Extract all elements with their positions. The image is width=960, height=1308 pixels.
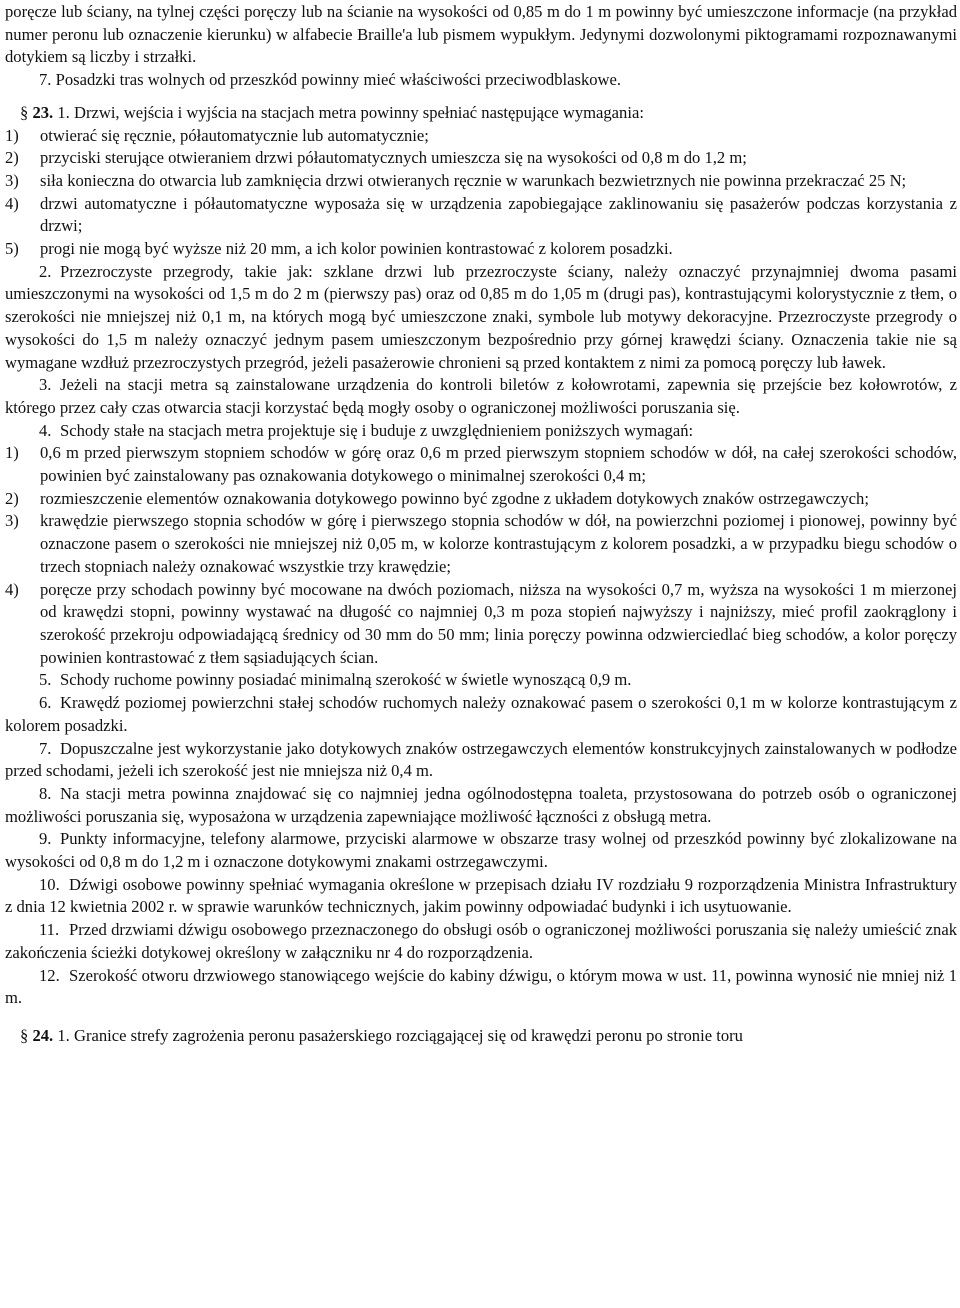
list-item bbox=[5, 193, 957, 238]
paragraph-text: Dźwigi osobowe powinny spełniać wymagania określone w przepisach działu IV rozdziału 9 rozporządzenia Ministra Infrastruktury z dnia 12 kwietnia 2002 r. w sprawie warunków technicznych, jakim powinny odpowiadać budynki i ich usytuowanie. bbox=[5, 874, 957, 917]
section-sign: § bbox=[20, 102, 29, 122]
list-item-text: drzwi automatyczne i półautomatyczne wyposaża się w urządzenia zapobiegające zaklinowaniu się pasażerów podczas korzystania z drzwi; bbox=[40, 193, 957, 236]
paragraph-number: 10. bbox=[39, 874, 60, 894]
paragraph-5 bbox=[5, 669, 957, 692]
section-number: 24. bbox=[32, 1025, 54, 1045]
paragraph-text: Granice strefy zagrożenia peronu pasażerskiego rozciągającej się od krawędzi peronu po stronie toru bbox=[73, 1025, 743, 1045]
paragraph-number: 4. bbox=[39, 420, 52, 440]
paragraph-number: 9. bbox=[39, 829, 52, 849]
section-23-paragraph-1 bbox=[5, 102, 957, 125]
paragraph-number: 8. bbox=[39, 783, 52, 803]
paragraph-text: Przed drzwiami dźwigu osobowego przeznaczonego do obsługi osób o ograniczonej możliwości poruszania się należy umieścić znak zakończenia ścieżki dotykowej określony w załączniku nr 4 do rozporządzenia. bbox=[5, 920, 957, 962]
list-item-text: rozmieszczenie elementów oznakowania dotykowego powinno być zgodne z układem dotykowych znaków ostrzegawczych; bbox=[40, 488, 869, 508]
paragraph-4 bbox=[5, 420, 957, 443]
paragraph-number: 3. bbox=[39, 375, 52, 395]
paragraph-12 bbox=[5, 965, 957, 1010]
paragraph-3 bbox=[5, 374, 957, 419]
paragraph-text: Punkty informacyjne, telefony alarmowe, przyciski alarmowe w obszarze trasy wolnej od przeszkód powinny być zlokalizowane na wysokości od 0,8 m do 1,2 m i oznaczone dotykowymi znakami ostrzegawczymi. bbox=[5, 829, 957, 872]
list-item-number: 4) bbox=[5, 579, 19, 599]
paragraph-7 bbox=[5, 69, 957, 92]
section-24-paragraph-1 bbox=[5, 1025, 957, 1048]
paragraph-6 bbox=[5, 692, 957, 737]
list-item-text: siła konieczna do otwarcia lub zamknięcia drzwi otwieranych ręcznie w warunkach bezwietrznych nie powinna przekraczać 25 N; bbox=[40, 170, 907, 190]
section-number: 23. bbox=[32, 102, 54, 122]
paragraph-text: Krawędź poziomej powierzchni stałej schodów ruchomych należy oznakować pasem o szerokości 0,1 m w kolorze kontrastującym z kolorem posadzki. bbox=[5, 693, 957, 735]
paragraph-number: 5. bbox=[39, 670, 52, 690]
list-item-text: przyciski sterujące otwieraniem drzwi półautomatycznych umieszcza się na wysokości od 0,8 m do 1,2 m; bbox=[40, 148, 747, 168]
list-item bbox=[5, 488, 957, 511]
paragraph-10 bbox=[5, 874, 957, 919]
list-item-text: otwierać się ręcznie, półautomatycznie lub automatycznie; bbox=[40, 125, 429, 145]
list-item bbox=[5, 147, 957, 170]
paragraph-number: 7. bbox=[39, 738, 52, 758]
paragraph-text: Przezroczyste przegrody, takie jak: szklane drzwi lub przezroczyste ściany, należy oznaczyć przynajmniej dwoma pasami umieszczonymi na wysokości od 1,5 m do 2 m (pierwszy pas) oraz od 0,85 m do 1,05 m (drugi pas), kontrastującymi kolorystycznie z tłem, o szerokości nie mniejszej niż 0,1 m, na których mogą być umieszczone znaki, symbole lub motywy dekoracyjne. Przezroczyste przegrody o wysokości do 1,5 m należy oznaczyć jednym pasem umieszczonym bezpośrednio przy górnej krawędzi ściany. Oznaczenia takie nie są wymagane wzdłuż przezroczystych przegród, jeżeli pasażerowie chronieni są przed kontaktem z nimi za pomocą poręczy lub ławek. bbox=[5, 261, 957, 372]
paragraph-number: 7. bbox=[39, 70, 52, 90]
list-item-text: progi nie mogą być wyższe niż 20 mm, a ich kolor powinien kontrastować z kolorem posadzki. bbox=[40, 239, 673, 259]
list-item bbox=[5, 442, 957, 487]
section-sign: § bbox=[20, 1025, 29, 1045]
list-item-text: krawędzie pierwszego stopnia schodów w górę i pierwszego stopnia schodów w dół, na powierzchni poziomej i pionowej, powinny być oznaczone pasem o szerokości nie mniejszej niż 0,05 m, w kolorze kontrastującym z kolorem posadzki, a w przypadku biegu schodów o trzech stopniach należy oznakować wszystkie trzy krawędzie; bbox=[40, 511, 957, 576]
paragraph-9 bbox=[5, 828, 957, 873]
document-page bbox=[5, 0, 957, 1048]
list-item-number: 1) bbox=[5, 125, 19, 145]
list-item bbox=[5, 170, 957, 193]
list-item-number: 2) bbox=[5, 488, 19, 508]
list-item-number: 3) bbox=[5, 170, 19, 190]
paragraph-number: 11. bbox=[39, 920, 60, 940]
list-item bbox=[5, 238, 957, 261]
paragraph-8 bbox=[5, 783, 957, 828]
paragraph-11 bbox=[5, 919, 957, 964]
paragraph-2 bbox=[5, 261, 957, 375]
paragraph-continuation: poręcze lub ściany, na tylnej części poręczy lub na ścianie na wysokości od 0,85 m do 1 m powinny być umieszczone informacje (na przykład numer peronu lub oznaczenie kierunku) w alfabecie Braille'a lub pismem wypukłym. Jedynymi dozwolonymi piktogramami rozpoznawanymi dotykiem są liczby i strzałki. bbox=[5, 2, 957, 67]
paragraph-number: 6. bbox=[39, 693, 52, 713]
list-item-number: 5) bbox=[5, 239, 19, 259]
paragraph-text: Szerokość otworu drzwiowego stanowiącego wejście do kabiny dźwigu, o którym mowa w ust. 11, powinna wynosić nie mniej niż 1 m. bbox=[5, 965, 957, 1008]
paragraph-text: Dopuszczalne jest wykorzystanie jako dotykowych znaków ostrzegawczych elementów konstrukcyjnych zainstalowanych w podłodze przed schodami, jeżeli ich szerokość jest nie mniejsza niż 0,4 m. bbox=[5, 738, 957, 781]
list-item-text: poręcze przy schodach powinny być mocowane na dwóch poziomach, niższa na wysokości 0,7 m, wyższa na wysokości 1 m mierzonej od krawędzi stopni, powinny wystawać na długość co najmniej 0,3 m poza stopień najwyższy i najniższy, mieć profil zaokrąglony i szerokość przekroju odpowiadającą średnicy od 30 mm do 50 mm; linia poręczy powinna odzwierciedlać bieg schodów, a kolor poręczy powinien kontrastować z tłem sąsiadujących ścian. bbox=[40, 579, 957, 667]
paragraph-text: Drzwi, wejścia i wyjścia na stacjach metra powinny spełniać następujące wymagania: bbox=[73, 102, 644, 122]
paragraph-number: 1. bbox=[57, 1025, 70, 1045]
list-item bbox=[5, 510, 957, 578]
paragraph-text: Posadzki tras wolnych od przeszkód powinny mieć właściwości przeciwodblaskowe. bbox=[55, 70, 622, 90]
list-item bbox=[5, 579, 957, 670]
list-item-number: 2) bbox=[5, 148, 19, 168]
list-item-number: 4) bbox=[5, 193, 19, 213]
paragraph-number: 12. bbox=[39, 965, 60, 985]
paragraph-text: Na stacji metra powinna znajdować się co najmniej jedna ogólnodostępna toaleta, przystosowana do potrzeb osób o ograniczonej możliwości poruszania się, wyposażona w urządzenia zapewniające możliwość łączności z obsługą metra. bbox=[5, 783, 957, 826]
paragraph-text: Schody stałe na stacjach metra projektuje się i buduje z uwzględnieniem poniższych wymagań: bbox=[60, 420, 694, 440]
paragraph-number: 1. bbox=[57, 102, 70, 122]
list-item-text: 0,6 m przed pierwszym stopniem schodów w górę oraz 0,6 m przed pierwszym stopniem schodów w dół, na całej szerokości schodów, powinien być zainstalowany pas oznakowania dotykowego o minimalnej szerokości 0,4 m; bbox=[40, 443, 957, 486]
list-item-number: 1) bbox=[5, 443, 19, 463]
paragraph-number: 2. bbox=[39, 261, 52, 281]
paragraph-text: Schody ruchome powinny posiadać minimalną szerokość w świetle wynoszącą 0,9 m. bbox=[60, 670, 632, 690]
list-item-number: 3) bbox=[5, 511, 19, 531]
paragraph-7 bbox=[5, 738, 957, 783]
list-item bbox=[5, 125, 957, 148]
paragraph-text: Jeżeli na stacji metra są zainstalowane urządzenia do kontroli biletów z kołowrotami, zapewnia się przejście bez kołowrotów, z którego przez cały czas otwarcia stacji korzystać będą mogły osoby o ograniczonej możliwości poruszania się. bbox=[5, 375, 957, 417]
